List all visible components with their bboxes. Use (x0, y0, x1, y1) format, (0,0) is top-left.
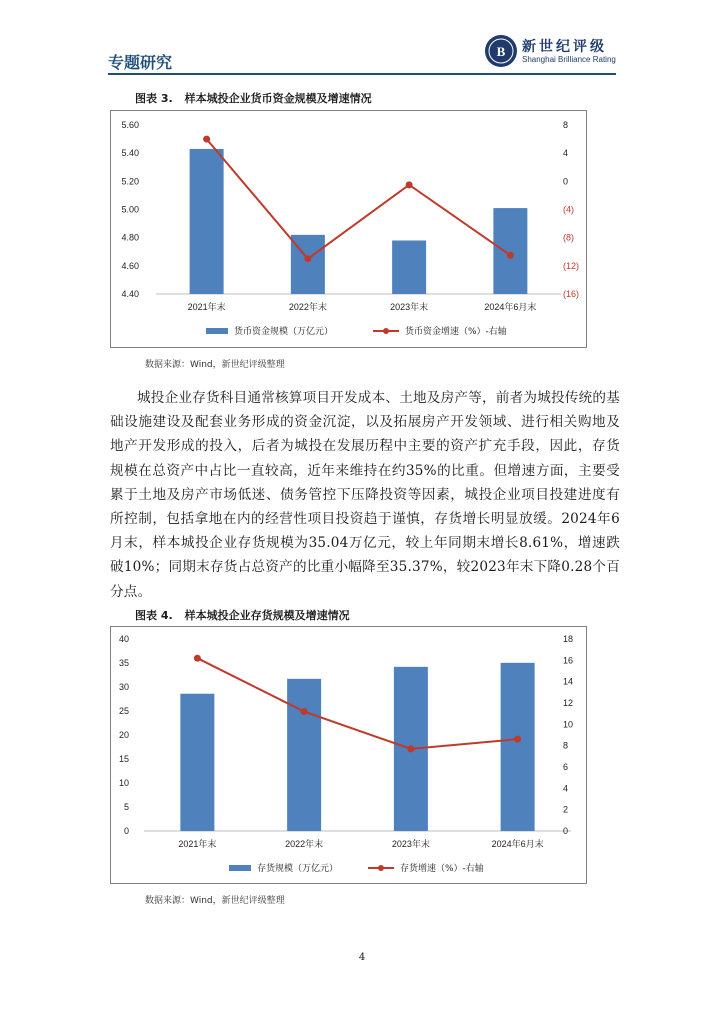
fig3-right-tick-label: 8 (563, 120, 569, 130)
logo-emblem-icon (484, 34, 518, 68)
body-paragraph: 城投企业存货科目通常核算项目开发成本、土地及房产等，前者为城投传统的基础设施建设及配套业务形成的资金沉淀，以及拓展房产开发领域、进行相关购地及地产开发形成的投入，后者为城投在发展历程中主要的资产扩充手段，因此，存货规模在总资产中占比一直较高，近年来维持在约35%的比重。但增速方面，主要受累于土地及房产市场低迷、债务管控下压降投资等因素，城投企业项目投建进度有所控制，包括拿地在内的经营性项目投资趋于谨慎，存货增长明显放缓。2024年6月末，样本城投企业存货规模为35.04万亿元，较上年同期末增长8.61%，增速跌破10%；同期末存货占总资产的比重小幅降至35.37%，较2023年末下降0.28个百分点。 (110, 390, 620, 600)
fig4-category-label: 2023年末 (391, 839, 430, 849)
fig3-legend-bar-label: 货币资金规模（万亿元） (234, 327, 334, 337)
fig3-right-tick-label: (16) (563, 289, 580, 299)
fig4-right-tick-label: 6 (563, 762, 569, 772)
fig4-right-tick-label: 10 (563, 719, 574, 730)
svg-text:B: B (496, 44, 506, 59)
fig4-legend-bar-swatch (229, 865, 251, 871)
fig3-right-tick-label: 4 (563, 148, 569, 159)
fig4-right-tick-label: 8 (563, 740, 569, 751)
fig4-right-tick-label: 16 (563, 655, 574, 666)
fig3-legend-line-marker (383, 328, 389, 334)
fig4-line-point (301, 708, 308, 715)
figure4-caption (135, 607, 350, 623)
fig4-left-tick-label: 25 (118, 706, 129, 716)
fig3-line-point (507, 252, 514, 259)
fig3-right-tick-label: (12) (563, 260, 580, 271)
fig3-right-tick-label: (4) (563, 204, 574, 215)
figure3-label: 图表 3. (135, 92, 173, 105)
fig4-legend-line-label: 存货增速（%）-右轴 (400, 864, 484, 874)
fig4-left-tick-label: 15 (118, 754, 129, 764)
fig4-line-point (407, 745, 414, 752)
fig3-left-tick-label: 5.20 (121, 176, 139, 187)
fig3-category-label: 2022年末 (288, 302, 327, 312)
fig4-line-point (194, 655, 201, 662)
fig3-series-line (207, 139, 511, 259)
figure4-title: 样本城投企业存货规模及增速情况 (184, 609, 350, 622)
fig4-left-tick-label: 30 (118, 682, 129, 692)
fig3-line-point (304, 255, 311, 262)
section-title: 专题研究 (108, 53, 173, 72)
fig4-right-tick-label: 14 (563, 676, 574, 687)
fig3-category-label: 2023年末 (390, 302, 429, 312)
fig3-right-tick-label: 0 (563, 176, 569, 187)
fig4-left-tick-label: 0 (123, 826, 129, 836)
fig4-legend-line-marker (378, 865, 384, 871)
fig4-right-tick-label: 2 (563, 804, 569, 815)
fig3-left-tick-label: 4.60 (121, 260, 139, 271)
fig4-left-tick-label: 10 (118, 778, 129, 788)
fig4-left-tick-label: 35 (118, 658, 129, 668)
fig3-left-tick-label: 5.40 (121, 148, 139, 159)
fig3-bar (190, 149, 224, 294)
figure3-title: 样本城投企业货币资金规模及增速情况 (184, 92, 372, 105)
fig3-line-point (203, 136, 210, 143)
fig4-left-tick-label: 20 (118, 730, 129, 740)
company-logo (484, 32, 624, 72)
figure4-label: 图表 4. (135, 609, 173, 622)
fig3-category-label: 2024年6月末 (484, 302, 537, 312)
fig3-bar (392, 240, 426, 294)
header-divider (108, 73, 616, 75)
figure3-source: 数据来源：Wind，新世纪评级整理 (145, 360, 285, 370)
logo-text-cn: 新世纪评级 (522, 39, 607, 55)
fig4-right-tick-label: 18 (563, 634, 574, 644)
fig3-left-tick-label: 4.40 (121, 289, 139, 299)
fig3-category-label: 2021年末 (187, 302, 226, 312)
figure4-source: 数据来源：Wind，新世纪评级整理 (145, 896, 285, 906)
fig4-line-point (514, 736, 521, 743)
figure3-caption (135, 90, 372, 106)
fig4-bar (287, 679, 321, 831)
logo-text-en: Shanghai Brilliance Rating (522, 55, 616, 64)
figure4-chart-frame (110, 626, 587, 884)
fig3-right-tick-label: (8) (563, 232, 574, 243)
fig4-category-label: 2024年6月末 (491, 839, 544, 849)
fig4-right-tick-label: 0 (563, 826, 569, 836)
fig4-right-tick-label: 4 (563, 783, 569, 794)
fig4-left-tick-label: 40 (118, 634, 129, 644)
figure4-chart (111, 627, 586, 883)
fig3-left-tick-label: 5.00 (121, 204, 139, 215)
fig4-series-line (197, 658, 517, 749)
fig4-legend-bar-label: 存货规模（万亿元） (257, 864, 339, 874)
fig4-left-tick-label: 5 (123, 802, 129, 812)
fig4-right-tick-label: 12 (563, 698, 574, 708)
fig3-legend-bar-swatch (206, 328, 228, 334)
fig3-line-point (406, 181, 413, 188)
fig4-category-label: 2022年末 (285, 839, 324, 849)
figure3-chart-frame (110, 110, 587, 348)
fig3-left-tick-label: 4.80 (121, 232, 139, 243)
fig3-legend-line-label: 货币资金增速（%）-右轴 (405, 327, 507, 337)
fig3-bar (493, 208, 527, 294)
fig4-bar (180, 694, 214, 831)
fig4-category-label: 2021年末 (178, 839, 217, 849)
fig3-left-tick-label: 5.60 (121, 120, 139, 130)
figure3-chart (111, 111, 586, 347)
page-number: 4 (358, 952, 366, 963)
fig4-bar (501, 663, 535, 831)
